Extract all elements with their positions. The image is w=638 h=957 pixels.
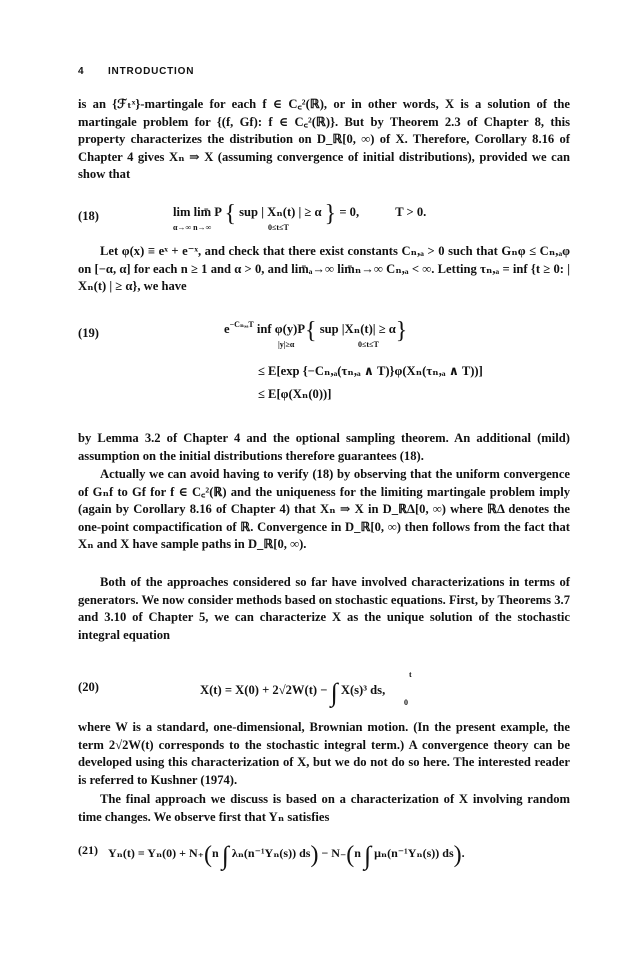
equation-18-label: (18) — [78, 209, 99, 223]
running-title: INTRODUCTION — [107, 66, 195, 77]
equation-21-label: (21) — [78, 843, 98, 857]
eq19-line-2: ≤ E[exp {−Cₙ,ₐ(τₙ,ₐ ∧ T)}φ(Xₙ(τₙ,ₐ ∧ T))] — [258, 364, 483, 378]
eq19-line-1 — [224, 318, 407, 345]
eq18-rhs: = 0, — [339, 205, 360, 219]
eq21-paren-2-close: ) — [453, 842, 462, 868]
paragraph-5 — [78, 574, 570, 644]
eq21-paren-2-open: ( — [346, 842, 355, 868]
eq20-lhs: X(t) = X(0) + 2√2W(t) − — [200, 683, 328, 697]
paragraph-5-text: Both of the approaches considered so far have involved characterizations in terms of generators. We now consider methods based on stochastic equations. First, by Theorems 3.7 and 3.10 of Chapter 5, we can characterize X as the unique solution of the stochastic integral equation — [78, 575, 570, 642]
equation-19 — [78, 316, 570, 416]
equation-21 — [78, 833, 570, 869]
eq19-brace-right: } — [395, 318, 408, 344]
eq18-inner: | Xₙ(t) | ≥ α — [261, 205, 322, 219]
eq20-integral-sign: ∫ — [330, 678, 338, 707]
running-header — [78, 66, 194, 77]
paragraph-3-text: by Lemma 3.2 of Chapter 4 and the optional sampling theorem. An additional (mild) assumption on the initial distributions therefore guarantees (18). — [78, 431, 570, 463]
paragraph-1-text: is an {ℱₜˣ}-martingale for each f ∈ C꜀²(ℝ), or in other words, X is a solution of the martingale problem for {(f, Gf): f ∈ C꜀²(ℝ)}. But by Theorem 2.3 of Chapter 8, this property characterizes the distribution on D_ℝ[0, ∞) of X. Therefore, Corollary 8.16 of Chapter 4 gives Xₙ ⇒ X (assuming convergence of initial distributions), provided we can show that — [78, 97, 570, 182]
eq21-minus-n: − N₋ — [321, 846, 347, 860]
eq18-sup-range: 0≤t≤T — [268, 223, 289, 232]
paragraph-3 — [78, 430, 570, 465]
eq21-integral-1: ∫ — [221, 841, 229, 870]
eq19-phi-prob: φ(y)P — [274, 322, 306, 336]
eq19-inf: inf — [256, 322, 272, 336]
eq18-lim-range: α→∞ n→∞ — [173, 223, 212, 232]
eq20-integrand: X(s)³ ds, — [340, 683, 386, 697]
paragraph-7-text: The final approach we discuss is based on a characterization of X involving random time changes. We observe first that Yₙ satisfies — [78, 792, 570, 824]
paragraph-6 — [78, 719, 570, 789]
paragraph-4 — [78, 466, 570, 554]
eq19-brace-left: { — [305, 318, 317, 344]
eq21-n1: n — [212, 846, 219, 860]
paragraph-6-text: where W is a standard, one-dimensional, Brownian motion. (In the present example, the term 2√2W(t) corresponds to the stochastic integral term.) A convergence theory can be developed using this characterization of X, but we do not do so here. The interested reader is referred to Kushner (1974). — [78, 720, 570, 787]
eq21-body — [108, 841, 465, 871]
eq18-brace-left: { — [224, 201, 236, 227]
paragraph-2 — [78, 243, 570, 296]
eq19-sup-range: 0≤t≤T — [358, 340, 379, 349]
paragraph-2-text: Let φ(x) ≡ eˣ + e⁻ˣ, and check that there exist constants Cₙ,ₐ > 0 such that Gₙφ ≤ Cₙ,ₐφ on [−α, α] for each n ≥ 1 and α > 0, and lim̄ₐ→∞ lim̄ₙ→∞ Cₙ,ₐ < ∞. Letting τₙ,ₐ = inf {t ≥ 0: | Xₙ(t) | ≥ α}, we have — [78, 244, 570, 294]
eq19-sup: sup — [319, 322, 339, 336]
eq20-upper-limit: t — [409, 670, 412, 679]
paragraph-7 — [78, 791, 570, 826]
eq19-exp-power: −Cₙ,ₐT — [229, 320, 254, 329]
eq21-mu-term: μₙ(n⁻¹Yₙ(s)) ds — [374, 846, 454, 860]
paragraph-1 — [78, 96, 570, 184]
page-number: 4 — [78, 66, 85, 77]
eq19-inf-range: |y|≥α — [278, 340, 295, 349]
equation-18 — [78, 201, 570, 231]
eq18-lhs: lim lim̄ P — [173, 205, 222, 219]
eq21-lhs: Yₙ(t) = Yₙ(0) + N₊ — [108, 846, 204, 860]
eq20-lower-limit: 0 — [404, 698, 408, 707]
equation-20 — [78, 670, 570, 707]
eq19-exp-base: e — [224, 322, 230, 336]
paragraph-4-text: Actually we can avoid having to verify (18) by observing that the uniform convergence of Gₙf to Gf for f ∈ C꜀²(ℝ) and the uniqueness for the limiting martingale problem imply (again by Corollary 8.16 of Chapter 4) that Xₙ ⇒ X in D_ℝΔ[0, ∞) where ℝΔ denotes the one-point compactification of ℝ. Convergence in D_ℝ[0, ∞) then follows from the fact that Xₙ and X have sample paths in D_ℝ[0, ∞). — [78, 467, 570, 552]
eq21-paren-1-close: ) — [310, 842, 319, 868]
eq19-line-3: ≤ E[φ(Xₙ(0))] — [258, 387, 332, 401]
eq21-integral-2: ∫ — [363, 841, 372, 870]
equation-20-label: (20) — [78, 680, 99, 694]
eq18-brace-right: } — [324, 201, 337, 227]
eq21-lambda-term: λₙ(n⁻¹Yₙ(s)) ds — [231, 846, 311, 860]
eq21-paren-1-open: ( — [204, 842, 212, 868]
equation-19-label: (19) — [78, 326, 99, 340]
eq19-inner: |Xₙ(t)| ≥ α — [341, 322, 396, 336]
eq18-sup: sup — [239, 205, 259, 219]
eq21-end: . — [461, 846, 465, 860]
eq21-n2: n — [354, 846, 361, 860]
eq20-body — [200, 678, 385, 708]
eq18-condition: T > 0. — [395, 205, 427, 219]
